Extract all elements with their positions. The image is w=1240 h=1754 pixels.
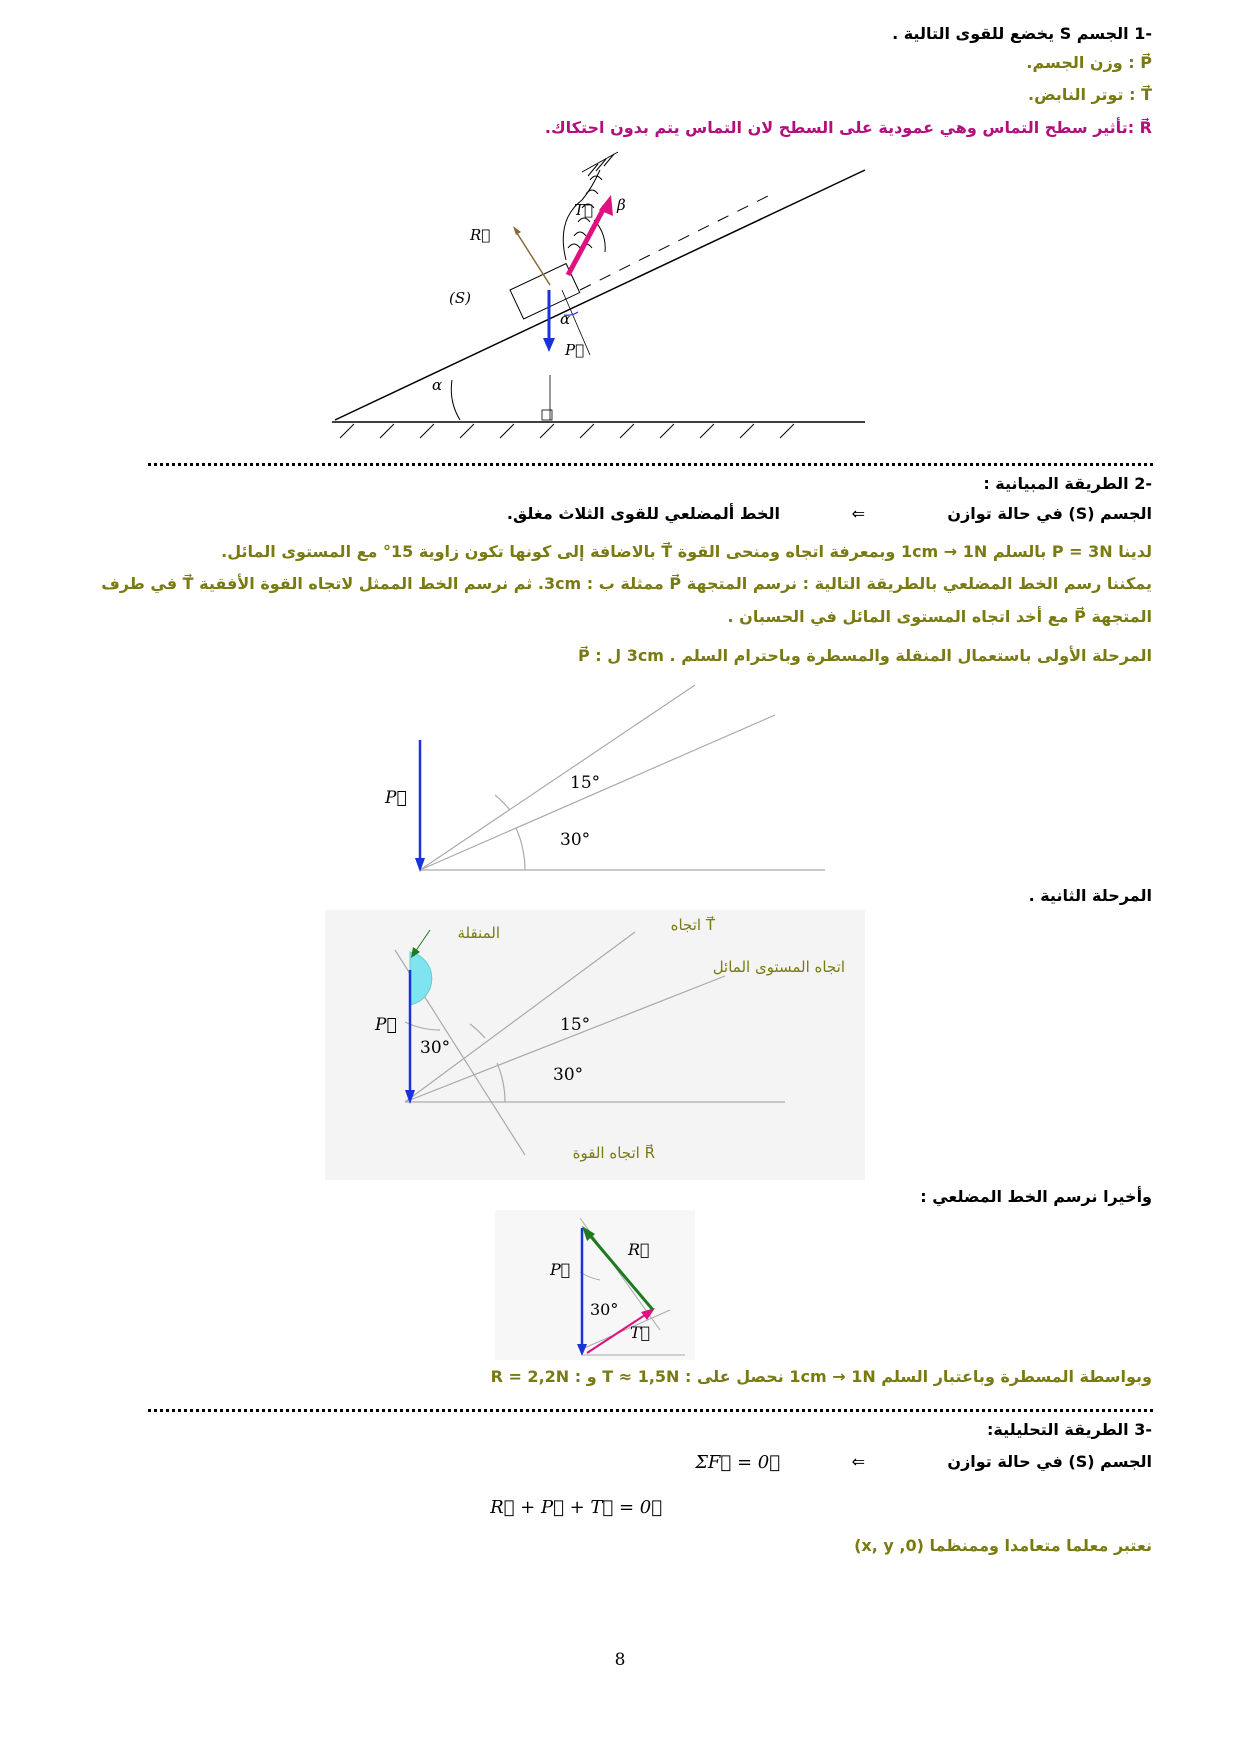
fig3-angle-30-horizontal: 30°	[553, 1065, 584, 1085]
fig1-label-beta: β	[617, 196, 626, 214]
fig2-angle-30: 30°	[560, 830, 591, 850]
fig3-label-P: P⃗	[375, 1015, 397, 1035]
fig3-label-direction-plane: اتجاه المستوى المائل	[712, 958, 845, 976]
fig4-label-T: T⃗	[630, 1323, 651, 1342]
fig3-angle-30-vertical: 30°	[420, 1038, 451, 1058]
page-number: 8	[614, 1650, 626, 1670]
section2-method-line2: المتجهة P⃗ مع أخد اتجاه المستوى المائل في الحسبان .	[727, 607, 1152, 626]
fig1-label-R: R⃗	[470, 226, 491, 244]
fig1-label-T: T⃗	[574, 201, 594, 219]
section2-method-line1: يمكننا رسم الخط المضلعي بالطريقة التالية : نرسم المتجهة P⃗ ممثلة ب : 3cm. ثم نرسم الخط الممثل لاتجاه القوة الأفقية T⃗ في طرف	[101, 574, 1152, 593]
fig1-label-alpha-left: α	[432, 376, 443, 394]
separator-1	[148, 463, 1153, 466]
section1-weight: P⃗ : وزن الجسم.	[1026, 53, 1152, 72]
figure-force-polygon	[495, 1210, 695, 1360]
section2-implies-arrow: ⇐	[851, 504, 865, 523]
fig2-angle-15: 15°	[570, 773, 601, 793]
section2-result: وبواسطة المسطرة وباعتبار السلم 1cm → 1N نحصل على : T ≈ 1,5N و : R = 2,2N	[490, 1367, 1152, 1386]
section2-step2: المرحلة الثانية .	[1028, 886, 1152, 905]
fig3-label-direction-R: اتجاه القوة R⃗	[572, 1144, 655, 1162]
section1-reaction: R⃗ :تأثير سطح التماس وهي عمودية على السطح لان التماس يتم بدون احتكاك.	[544, 118, 1152, 137]
fig3-angle-15: 15°	[560, 1015, 591, 1035]
fig2-label-P: P⃗	[385, 788, 407, 808]
section3-frame: نعتبر معلما متعامدا وممنظما (0, x, y)	[854, 1536, 1152, 1555]
fig1-label-alpha-right: α	[560, 310, 571, 328]
section2-step1: المرحلة الأولى باستعمال المنقلة والمسطرة وباحترام السلم . 3cm ل : P⃗	[577, 646, 1152, 665]
section2-condition: الجسم (S) في حالة توازن	[947, 504, 1152, 523]
figure-step2	[325, 910, 865, 1180]
section3-condition: الجسم (S) في حالة توازن	[947, 1452, 1152, 1471]
section1-heading: -1 الجسم S يخضع للقوى التالية .	[892, 24, 1152, 43]
fig4-angle-30: 30°	[590, 1300, 619, 1319]
fig4-label-P: P⃗	[550, 1260, 571, 1279]
section1-tension: T⃗ : توتر النابض.	[1028, 85, 1152, 104]
section2-heading: -2 الطريقة المبيانية :	[983, 474, 1152, 493]
section3-heading: -3 الطريقة التحليلية:	[987, 1420, 1152, 1439]
fig4-label-R: R⃗	[628, 1240, 650, 1259]
fig3-label-protractor: المنقلة	[457, 924, 500, 942]
fig3-label-direction-T: اتجاه T⃗	[670, 916, 715, 934]
section3-vector-equation: R⃗ + P⃗ + T⃗ = 0⃗	[490, 1497, 662, 1518]
figure-step1	[370, 680, 830, 880]
separator-2	[148, 1409, 1153, 1412]
section2-conclusion: الخط ألمضلعي للقوى الثلاث مغلق.	[506, 504, 780, 523]
section2-finally: وأخيرا نرسم الخط المضلعي :	[920, 1187, 1152, 1206]
section2-given: لدينا P = 3N بالسلم 1cm → 1N وبمعرفة اتجاه ومنحى القوة T⃗ بالاضافة إلى كونها تكون زاوية 15° مع المستوى المائل.	[221, 542, 1152, 561]
section3-implies-arrow: ⇐	[851, 1452, 865, 1471]
section3-sum-forces: ΣF⃗ = 0⃗	[695, 1452, 780, 1473]
fig1-label-P: P⃗	[565, 341, 585, 359]
figure-inclined-plane	[320, 140, 880, 450]
fig1-label-S: (S)	[449, 289, 471, 307]
